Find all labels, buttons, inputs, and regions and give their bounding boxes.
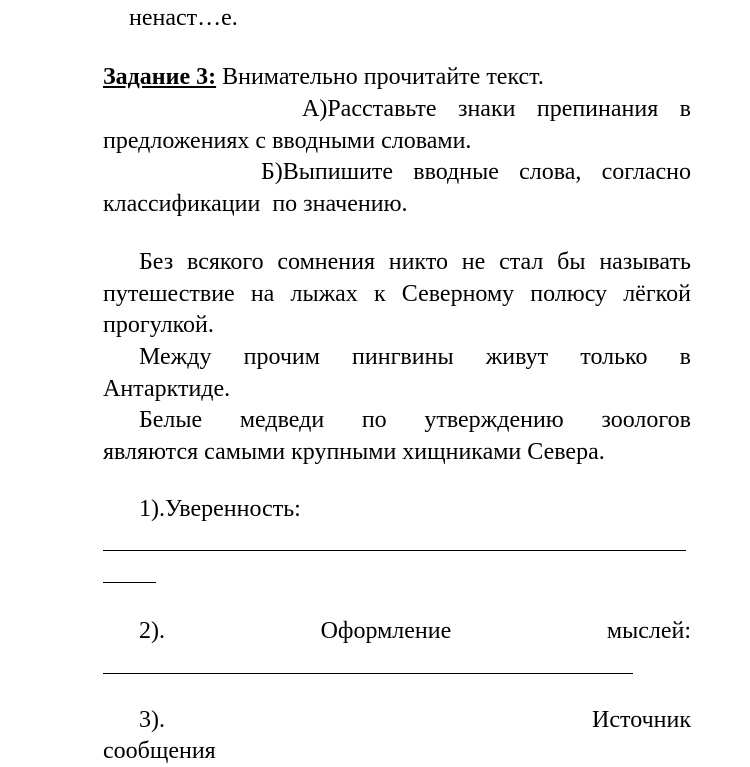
word: Б)Выпишите — [261, 159, 394, 185]
task-intro: Внимательно прочитайте текст. — [222, 64, 544, 90]
task-part-a-line2: предложениях с вводными словами. — [103, 128, 472, 154]
word: мыслей: — [606, 618, 691, 644]
word: зоологов — [601, 407, 691, 433]
word: пингвины — [352, 344, 454, 370]
task-part-b-line1 — [261, 156, 691, 188]
answer-1-label: 1).Уверенность: — [139, 496, 301, 522]
word: по — [361, 407, 387, 433]
word: не — [461, 249, 486, 275]
task-part-b-line2: классификации по значению. — [103, 191, 408, 217]
word: живут — [485, 344, 549, 370]
text-p1-line1 — [139, 246, 691, 278]
word: бы — [557, 249, 586, 275]
task-label: Задание 3: — [103, 64, 217, 90]
word: Между — [139, 344, 212, 370]
answer-1-blank-line[interactable] — [103, 550, 686, 551]
word: Северному — [401, 281, 515, 307]
word: путешествие — [103, 281, 235, 307]
word: стал — [499, 249, 544, 275]
word: Без — [139, 249, 174, 275]
answer-3-label — [139, 704, 691, 736]
word: всякого — [187, 249, 264, 275]
word: препинания — [536, 96, 659, 122]
text-p1-line3: прогулкой. — [103, 312, 214, 338]
text-p3-line1 — [139, 404, 691, 436]
text-p2-line1 — [139, 341, 691, 373]
word: прочим — [243, 344, 320, 370]
word: Белые — [139, 407, 203, 433]
word: Источник — [592, 707, 691, 733]
text-p2-line2: Антарктиде. — [103, 376, 231, 402]
word: называть — [599, 249, 691, 275]
top-fragment: ненаст…е. — [129, 5, 238, 31]
word: в — [679, 344, 691, 370]
word: знаки — [457, 96, 516, 122]
word: лёгкой — [623, 281, 691, 307]
word: к — [373, 281, 386, 307]
word: сомнения — [277, 249, 375, 275]
word: утверждению — [424, 407, 564, 433]
word: никто — [388, 249, 448, 275]
word: только — [580, 344, 648, 370]
text-p3-line2: являются самыми крупными хищниками Севера. — [103, 439, 605, 465]
word: 3). — [139, 707, 165, 733]
word: медведи — [239, 407, 325, 433]
word: в — [679, 96, 691, 122]
answer-1-blank-line-continued[interactable] — [103, 582, 156, 583]
task-part-a-line1 — [302, 93, 691, 125]
word: слова, — [519, 159, 582, 185]
word: Оформление — [320, 618, 452, 644]
answer-2-label — [139, 615, 691, 647]
word: полюсу — [530, 281, 608, 307]
task-heading — [103, 61, 544, 93]
word: согласно — [601, 159, 691, 185]
word: лыжах — [290, 281, 358, 307]
text-p1-line2 — [103, 278, 691, 310]
answer-2-blank-line[interactable] — [103, 673, 633, 674]
word: 2). — [139, 618, 165, 644]
word: на — [250, 281, 275, 307]
answer-3-continuation: сообщения — [103, 738, 216, 764]
word: А)Расставьте — [302, 96, 437, 122]
word: вводные — [413, 159, 499, 185]
